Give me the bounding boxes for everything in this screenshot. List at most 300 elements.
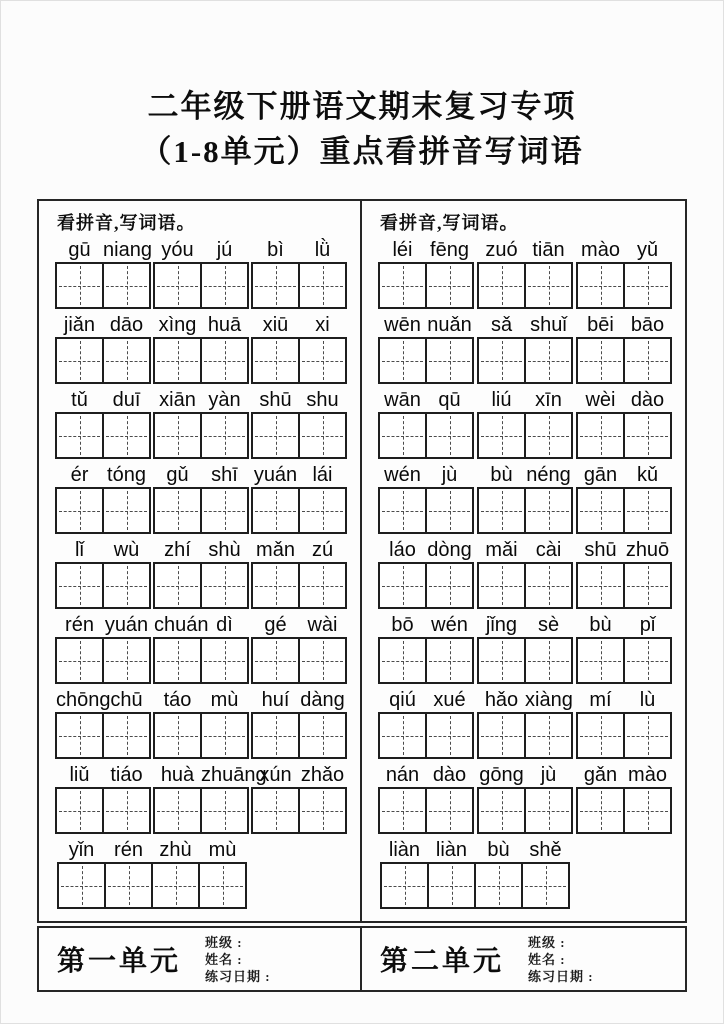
writing-cell — [425, 264, 472, 307]
writing-cell — [380, 789, 425, 832]
pinyin-syllable: ér — [70, 464, 89, 486]
word-row — [378, 537, 672, 609]
writing-cell — [578, 564, 623, 607]
writing-cell — [200, 714, 247, 757]
pinyin-syllable: bō — [391, 614, 414, 636]
word-group — [576, 762, 672, 834]
pinyin-line — [576, 537, 672, 562]
writing-cell — [57, 564, 102, 607]
pinyin-syllable: shī — [211, 464, 238, 486]
pinyin-syllable: xún — [259, 764, 292, 786]
writing-cell — [425, 489, 472, 532]
pinyin-line — [378, 762, 474, 787]
name-field-label: 姓名 : — [528, 951, 566, 967]
writing-cell — [102, 564, 149, 607]
pinyin-syllable: lái — [312, 464, 333, 486]
writing-grid — [153, 637, 249, 684]
writing-cell — [200, 564, 247, 607]
writing-cell — [57, 489, 102, 532]
writing-cell — [479, 564, 524, 607]
word-group — [576, 612, 672, 684]
word-row — [55, 312, 347, 384]
pinyin-syllable: wēn — [384, 314, 421, 336]
writing-cell — [479, 489, 524, 532]
writing-cell — [623, 714, 670, 757]
word-group — [477, 387, 573, 459]
pinyin-syllable: jiǎn — [63, 314, 96, 336]
pinyin-line — [153, 537, 249, 562]
pinyin-line — [251, 612, 347, 637]
writing-cell — [479, 789, 524, 832]
pinyin-line — [576, 762, 672, 787]
word-row — [378, 387, 672, 459]
writing-cell — [623, 639, 670, 682]
pinyin-syllable: dāo — [109, 314, 144, 336]
word-group — [576, 462, 672, 534]
pinyin-syllable: mù — [208, 839, 237, 861]
pinyin-syllable: pǐ — [639, 614, 656, 636]
writing-cell — [200, 489, 247, 532]
pinyin-syllable: liǔ — [69, 764, 90, 786]
pinyin-syllable: xiū — [262, 314, 289, 336]
writing-grid — [153, 712, 249, 759]
pinyin-line — [57, 837, 247, 862]
pinyin-syllable: zhí — [164, 539, 191, 561]
writing-cell — [253, 264, 298, 307]
writing-cell — [59, 864, 104, 907]
word-group — [378, 612, 474, 684]
unit-2-fields — [528, 934, 594, 985]
writing-grid — [378, 562, 474, 609]
pinyin-syllable: shě — [529, 839, 562, 861]
word-group — [55, 612, 151, 684]
pinyin-line — [55, 462, 151, 487]
pinyin-syllable: nán — [385, 764, 420, 786]
word-group — [378, 537, 474, 609]
pinyin-line — [576, 462, 672, 487]
writing-grid — [55, 487, 151, 534]
pinyin-line — [153, 462, 249, 487]
pinyin-syllable: kǔ — [636, 464, 659, 486]
writing-grid — [251, 562, 347, 609]
page-title-line1: 二年级下册语文期末复习专项 — [147, 89, 577, 124]
writing-cell — [155, 414, 200, 457]
word-row — [55, 537, 347, 609]
writing-grid — [477, 412, 573, 459]
column-unit-2 — [362, 201, 685, 921]
word-row — [55, 462, 347, 534]
word-group — [153, 237, 249, 309]
pinyin-syllable: mào — [628, 764, 667, 786]
practice-date-field-label: 练习日期 : — [205, 968, 271, 984]
writing-cell — [524, 264, 571, 307]
pinyin-syllable: liàn — [435, 839, 468, 861]
pinyin-syllable: zuó — [485, 239, 518, 261]
writing-cell — [623, 339, 670, 382]
pinyin-line — [251, 462, 347, 487]
pinyin-line — [251, 537, 347, 562]
writing-grid — [378, 412, 474, 459]
pinyin-line — [55, 237, 151, 262]
pinyin-syllable: mǎi — [485, 539, 518, 561]
writing-cell — [253, 639, 298, 682]
word-group — [153, 612, 249, 684]
word-group — [251, 687, 347, 759]
pinyin-line — [251, 762, 347, 787]
word-group — [378, 387, 474, 459]
pinyin-syllable: mǎn — [256, 539, 295, 561]
word-row — [55, 612, 347, 684]
writing-grid — [477, 787, 573, 834]
writing-cell — [155, 264, 200, 307]
writing-grid — [576, 487, 672, 534]
pinyin-syllable: zú — [311, 539, 334, 561]
pinyin-syllable: jú — [216, 239, 233, 261]
pinyin-syllable: shū — [259, 389, 292, 411]
writing-cell — [253, 414, 298, 457]
pinyin-syllable: zhǎo — [300, 764, 345, 786]
pinyin-syllable: mù — [210, 689, 239, 711]
writing-grid — [477, 562, 573, 609]
word-group — [153, 312, 249, 384]
word-group — [55, 312, 151, 384]
title-block — [0, 0, 724, 174]
pinyin-syllable: chū — [110, 689, 143, 711]
writing-grid — [576, 712, 672, 759]
pinyin-syllable: bù — [490, 464, 513, 486]
word-group — [251, 462, 347, 534]
writing-cell — [253, 564, 298, 607]
word-row — [378, 612, 672, 684]
writing-cell — [382, 864, 427, 907]
pinyin-line — [55, 762, 151, 787]
pinyin-line — [251, 387, 347, 412]
word-row — [378, 837, 672, 909]
writing-cell — [524, 489, 571, 532]
writing-cell — [57, 714, 102, 757]
word-group — [576, 312, 672, 384]
writing-grid — [576, 337, 672, 384]
pinyin-line — [153, 387, 249, 412]
writing-cell — [298, 564, 345, 607]
writing-cell — [578, 339, 623, 382]
pinyin-syllable: fēng — [430, 239, 469, 261]
pinyin-line — [378, 612, 474, 637]
writing-cell — [524, 339, 571, 382]
pinyin-line — [576, 312, 672, 337]
pinyin-syllable: xi — [315, 314, 330, 336]
writing-cell — [57, 789, 102, 832]
unit-1-label: 第一单元 — [57, 945, 182, 976]
writing-grid — [251, 262, 347, 309]
writing-cell — [578, 639, 623, 682]
writing-cell — [479, 264, 524, 307]
pinyin-syllable: bù — [589, 614, 612, 636]
pinyin-syllable: gé — [264, 614, 287, 636]
footer-row — [37, 926, 687, 992]
writing-cell — [298, 639, 345, 682]
writing-cell — [380, 264, 425, 307]
writing-cell — [524, 714, 571, 757]
pinyin-syllable: sè — [537, 614, 560, 636]
writing-cell — [102, 789, 149, 832]
pinyin-line — [153, 312, 249, 337]
writing-grid — [153, 487, 249, 534]
word-group — [576, 537, 672, 609]
writing-grid — [378, 337, 474, 384]
pinyin-syllable: bēi — [587, 314, 614, 336]
pinyin-syllable: gǔ — [166, 464, 189, 486]
writing-cell — [623, 264, 670, 307]
writing-cell — [623, 789, 670, 832]
pinyin-syllable: gǎn — [583, 764, 618, 786]
pinyin-syllable: wén — [384, 464, 421, 486]
writing-cell — [427, 864, 474, 907]
footer-unit-1 — [39, 928, 362, 990]
pinyin-syllable: yuán — [104, 614, 149, 636]
word-group — [251, 387, 347, 459]
pinyin-syllable: lù — [639, 689, 656, 711]
word-group — [576, 687, 672, 759]
writing-cell — [425, 564, 472, 607]
word-group — [477, 237, 573, 309]
writing-cell — [102, 714, 149, 757]
pinyin-syllable: sǎ — [490, 314, 513, 336]
writing-grid — [251, 712, 347, 759]
writing-cell — [298, 489, 345, 532]
writing-grid — [153, 787, 249, 834]
writing-grid — [251, 412, 347, 459]
writing-cell — [155, 714, 200, 757]
writing-cell — [479, 339, 524, 382]
writing-cell — [57, 414, 102, 457]
pinyin-syllable: tiān — [532, 239, 565, 261]
pinyin-syllable: bù — [487, 839, 510, 861]
column-2-rows — [378, 237, 672, 909]
unit-2-label: 第二单元 — [380, 945, 505, 976]
class-field-label: 班级 : — [528, 934, 566, 950]
word-group — [380, 837, 570, 909]
pinyin-line — [477, 462, 573, 487]
pinyin-syllable: jù — [540, 764, 557, 786]
pinyin-syllable: xiān — [159, 389, 196, 411]
writing-cell — [578, 489, 623, 532]
writing-grid — [477, 487, 573, 534]
worksheet-table — [37, 199, 687, 992]
writing-cell — [102, 264, 149, 307]
pinyin-line — [55, 537, 151, 562]
pinyin-syllable: yuán — [253, 464, 298, 486]
writing-cell — [200, 639, 247, 682]
word-row — [55, 237, 347, 309]
writing-cell — [57, 339, 102, 382]
pinyin-line — [251, 687, 347, 712]
word-group — [153, 762, 267, 834]
word-row — [378, 237, 672, 309]
pinyin-line — [378, 462, 474, 487]
pinyin-syllable: xìng — [158, 314, 197, 336]
writing-grid — [576, 262, 672, 309]
word-row — [55, 837, 347, 909]
word-group — [55, 762, 151, 834]
writing-cell — [623, 489, 670, 532]
pinyin-line — [153, 687, 249, 712]
pinyin-syllable: xiàng — [525, 689, 573, 711]
word-row — [378, 762, 672, 834]
word-group — [55, 537, 151, 609]
writing-cell — [253, 714, 298, 757]
writing-cell — [623, 564, 670, 607]
word-group — [576, 237, 672, 309]
pinyin-syllable: dào — [630, 389, 665, 411]
pinyin-line — [153, 612, 249, 637]
pinyin-line — [576, 612, 672, 637]
writing-cell — [155, 339, 200, 382]
pinyin-line — [55, 687, 151, 712]
writing-cell — [479, 414, 524, 457]
word-group — [378, 687, 474, 759]
page-title-line2: （1-8单元）重点看拼音写词语 — [140, 134, 584, 169]
pinyin-syllable: láo — [389, 539, 416, 561]
writing-cell — [380, 714, 425, 757]
pinyin-syllable: tiáo — [110, 764, 143, 786]
writing-cell — [298, 714, 345, 757]
pinyin-line — [576, 687, 672, 712]
word-group — [251, 762, 347, 834]
writing-grid — [251, 487, 347, 534]
pinyin-line — [576, 387, 672, 412]
pinyin-syllable: tǔ — [71, 389, 88, 411]
writing-cell — [102, 339, 149, 382]
writing-grid — [55, 637, 151, 684]
writing-cell — [102, 414, 149, 457]
word-row — [378, 687, 672, 759]
pinyin-syllable: wèi — [585, 389, 616, 411]
pinyin-syllable: shù — [208, 539, 241, 561]
writing-cell — [380, 414, 425, 457]
writing-grid — [251, 337, 347, 384]
writing-cell — [380, 339, 425, 382]
pinyin-line — [251, 237, 347, 262]
writing-cell — [578, 789, 623, 832]
pinyin-syllable: wù — [113, 539, 140, 561]
word-group — [55, 462, 151, 534]
pinyin-line — [378, 312, 474, 337]
word-group — [153, 687, 249, 759]
pinyin-syllable: qiú — [389, 689, 416, 711]
writing-cell — [578, 414, 623, 457]
writing-cell — [155, 639, 200, 682]
word-group — [251, 612, 347, 684]
pinyin-line — [378, 387, 474, 412]
pinyin-syllable: mí — [589, 689, 612, 711]
word-row — [55, 762, 347, 834]
word-group — [55, 387, 151, 459]
column-1-instruction: 看拼音,写词语。 — [57, 213, 196, 233]
writing-grid — [378, 787, 474, 834]
pinyin-syllable: rén — [65, 614, 94, 636]
pinyin-syllable: lǜ — [314, 239, 331, 261]
pinyin-syllable: yǔ — [636, 239, 659, 261]
pinyin-syllable: liú — [491, 389, 512, 411]
word-group — [477, 612, 573, 684]
pinyin-syllable: xué — [433, 689, 466, 711]
writing-cell — [425, 414, 472, 457]
pinyin-syllable: yóu — [161, 239, 194, 261]
writing-grid — [55, 337, 151, 384]
writing-cell — [425, 789, 472, 832]
word-group — [576, 387, 672, 459]
pinyin-syllable: chuán — [154, 614, 209, 636]
pinyin-line — [378, 237, 474, 262]
writing-grid — [378, 262, 474, 309]
pinyin-syllable: lǐ — [75, 539, 84, 561]
pinyin-syllable: hǎo — [484, 689, 519, 711]
pinyin-line — [55, 387, 151, 412]
word-group — [55, 687, 151, 759]
writing-grid — [55, 787, 151, 834]
writing-grid — [576, 412, 672, 459]
pinyin-syllable: jǐng — [485, 614, 518, 636]
writing-cell — [524, 789, 571, 832]
pinyin-syllable: mào — [581, 239, 620, 261]
word-group — [477, 762, 573, 834]
writing-grid — [153, 337, 249, 384]
pinyin-syllable: niang — [103, 239, 152, 261]
pinyin-syllable: cài — [535, 539, 562, 561]
pinyin-syllable: nuǎn — [427, 314, 472, 336]
word-group — [251, 312, 347, 384]
class-field-label: 班级 : — [205, 934, 243, 950]
writing-cell — [253, 339, 298, 382]
word-row — [378, 462, 672, 534]
pinyin-line — [153, 762, 267, 787]
writing-cell — [380, 489, 425, 532]
writing-cell — [425, 339, 472, 382]
pinyin-syllable: néng — [526, 464, 571, 486]
writing-cell — [524, 564, 571, 607]
writing-cell — [623, 414, 670, 457]
writing-cell — [57, 639, 102, 682]
writing-cell — [479, 714, 524, 757]
pinyin-syllable: shu — [306, 389, 339, 411]
pinyin-syllable: chōng — [56, 689, 111, 711]
writing-cell — [479, 639, 524, 682]
writing-grid — [153, 562, 249, 609]
pinyin-line — [153, 237, 249, 262]
pinyin-line — [477, 687, 573, 712]
writing-cell — [524, 639, 571, 682]
pinyin-syllable: qū — [438, 389, 461, 411]
writing-grid — [380, 862, 570, 909]
writing-cell — [200, 264, 247, 307]
writing-cell — [474, 864, 521, 907]
word-group — [477, 462, 573, 534]
pinyin-line — [378, 537, 474, 562]
pinyin-syllable: huí — [261, 689, 290, 711]
pinyin-syllable: dàng — [300, 689, 345, 711]
writing-cell — [155, 489, 200, 532]
writing-cell — [298, 414, 345, 457]
writing-grid — [477, 262, 573, 309]
word-row — [55, 387, 347, 459]
writing-cell — [253, 489, 298, 532]
pinyin-syllable: gān — [583, 464, 618, 486]
pinyin-syllable: huā — [207, 314, 242, 336]
writing-cell — [578, 714, 623, 757]
writing-grid — [477, 637, 573, 684]
pinyin-syllable: táo — [163, 689, 192, 711]
